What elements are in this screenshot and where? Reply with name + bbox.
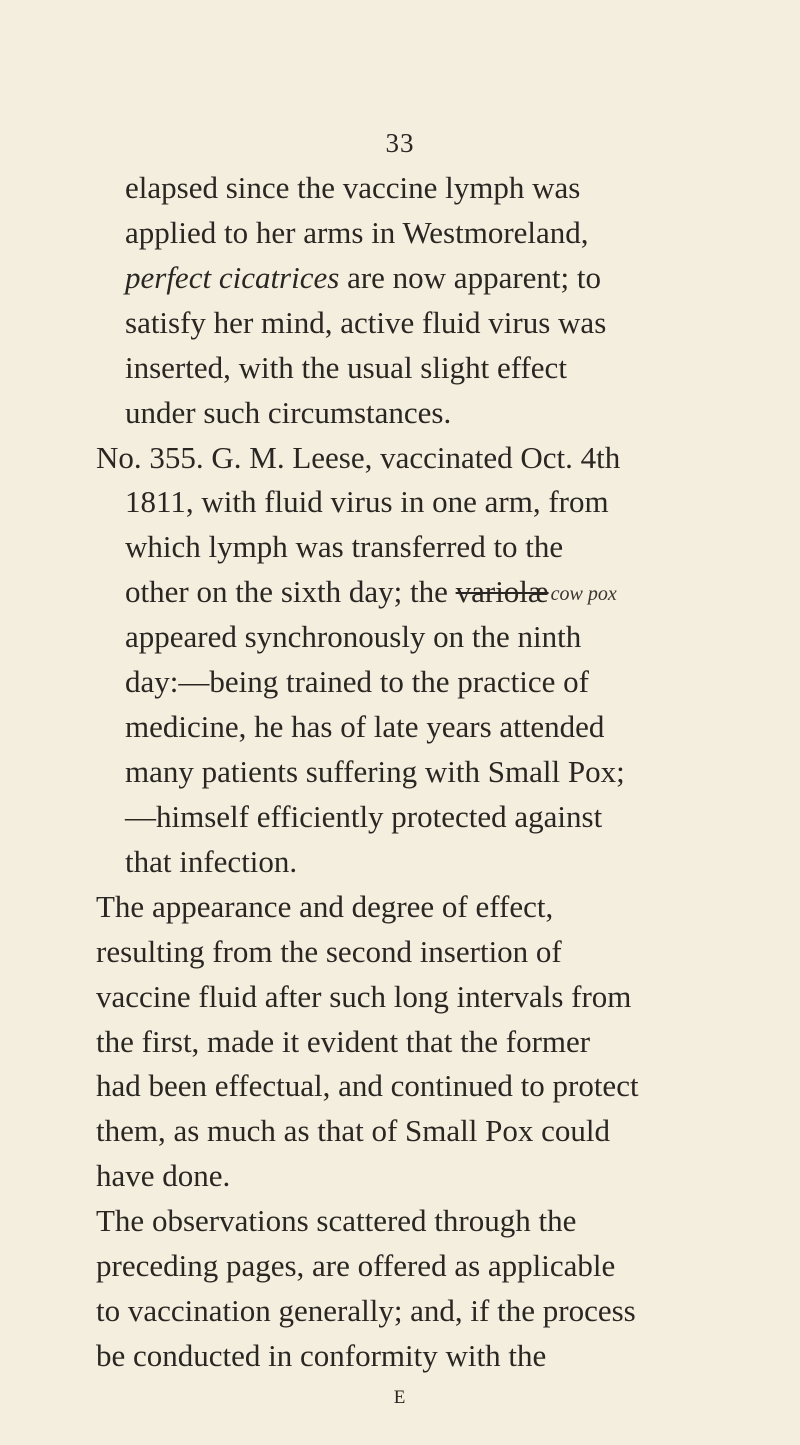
text-line: medicine, he has of late years attended	[125, 709, 605, 744]
text-line: satisfy her mind, active fluid virus was	[125, 305, 607, 340]
text-line: —himself efficiently protected against	[125, 799, 603, 834]
text-line: the first, made it evident that the former	[96, 1024, 591, 1059]
text-line: have done.	[96, 1158, 231, 1193]
text-line: day:—being trained to the practice of	[125, 664, 589, 699]
text-line: The appearance and degree of effect,	[96, 889, 554, 924]
text-line: appeared synchronously on the ninth	[125, 619, 582, 654]
signature-mark: E	[393, 1387, 407, 1408]
text-line	[125, 262, 601, 293]
text-line: resulting from the second insertion of	[96, 934, 562, 969]
text-line: No. 355. G. M. Leese, vaccinated Oct. 4th	[96, 440, 621, 475]
text-line: elapsed since the vaccine lymph was	[125, 170, 581, 205]
text-line: that infection.	[125, 844, 298, 879]
text-segment: other on the sixth day; the	[125, 574, 456, 609]
page-number: 33	[385, 128, 415, 158]
struck-word: variolæ	[455, 574, 549, 609]
text-line: be conducted in conformity with the	[96, 1338, 547, 1373]
text-line: them, as much as that of Small Pox could	[96, 1113, 611, 1148]
text-line: had been effectual, and continued to protect	[96, 1068, 639, 1103]
text-line: vaccine fluid after such long intervals from	[96, 979, 632, 1014]
italic-phrase: perfect cicatrices	[125, 260, 340, 295]
text-line: The observations scattered through the	[96, 1203, 577, 1238]
text-line: which lymph was transferred to the	[125, 529, 564, 564]
text-line	[125, 576, 617, 607]
text-line: to vaccination generally; and, if the process	[96, 1293, 636, 1328]
text-line: 1811, with fluid virus in one arm, from	[125, 484, 609, 519]
text-line: many patients suffering with Small Pox;	[125, 754, 625, 789]
text-line: preceding pages, are offered as applicable	[96, 1248, 616, 1283]
handwritten-correction: cow pox	[550, 583, 617, 605]
text-line: inserted, with the usual slight effect	[125, 350, 567, 385]
text-segment: are now apparent; to	[339, 260, 601, 295]
text-line: under such circumstances.	[125, 395, 452, 430]
text-line: applied to her arms in Westmoreland,	[125, 215, 589, 250]
